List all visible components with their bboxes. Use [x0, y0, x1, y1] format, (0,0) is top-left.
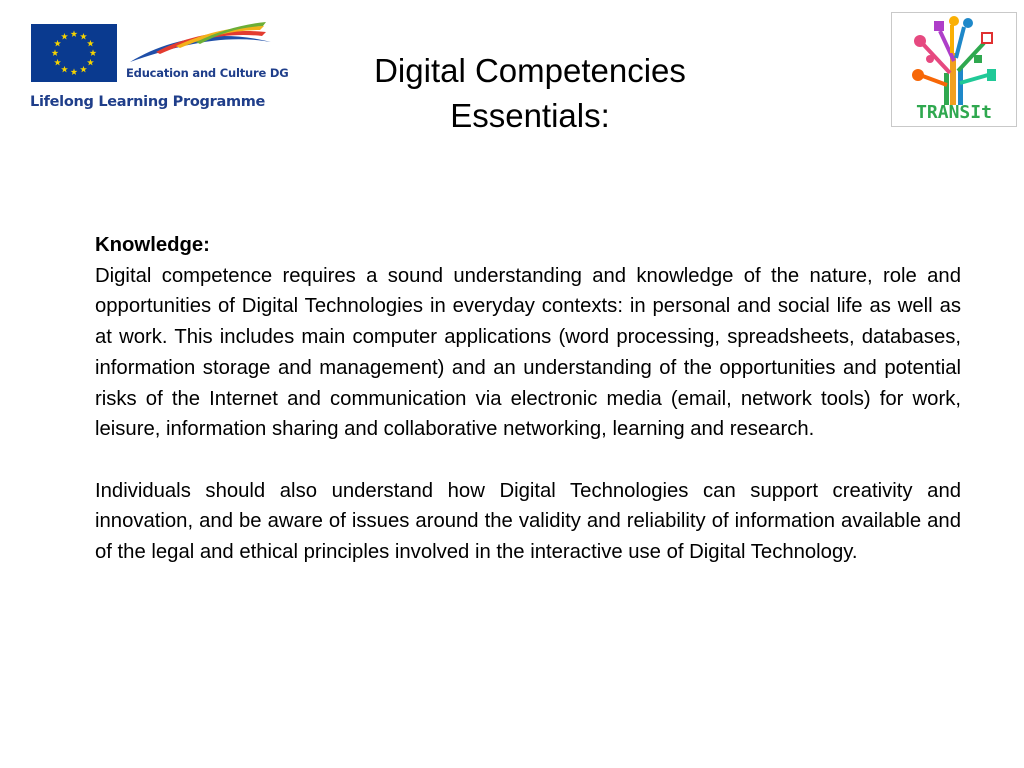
- eu-star-icon: [87, 40, 94, 47]
- eu-star-icon: [52, 49, 59, 56]
- eu-star-icon: [54, 40, 61, 47]
- eu-flag-icon: [31, 24, 117, 82]
- education-culture-swoosh-icon: [126, 22, 276, 66]
- eu-star-icon: [71, 68, 78, 75]
- page-title: [330, 48, 730, 138]
- eu-star-icon: [90, 49, 97, 56]
- eu-star-icon: [61, 66, 68, 73]
- transit-wordmark: TRANSIt: [916, 102, 992, 123]
- eu-star-icon: [80, 33, 87, 40]
- eu-star-icon: [80, 66, 87, 73]
- knowledge-paragraph-2: Individuals should also understand how Digital Technologies can support creativity and innovation, and be aware of issues around the validity and reliability of information available and of the legal and ethical principles involved in the interactive use of Digital Technology.: [95, 479, 961, 564]
- knowledge-paragraph-1: Digital competence requires a sound understanding and knowledge of the nature, role and opportunities of Digital Technologies in everyday contexts: in personal and social life as well as at work. This includes main computer applications (word processing, spreadsheets, databases, information storage and management) and an understanding of the opportunities and potential risks of the Internet and communication via electronic media (email, network tools) for work, leisure, information sharing and collaborative networking, learning and research.: [95, 264, 961, 441]
- paragraph-spacer: [95, 445, 961, 476]
- knowledge-heading: Knowledge:: [95, 234, 210, 256]
- eu-star-icon: [87, 59, 94, 66]
- eu-star-icon: [61, 33, 68, 40]
- transit-logo: [891, 12, 1017, 127]
- eu-stars-icon: [31, 24, 117, 82]
- eu-dg-label: Education and Culture DG: [126, 66, 289, 80]
- title-line-1: Digital Competencies: [374, 52, 686, 89]
- eu-programme-label: Lifelong Learning Programme: [30, 94, 266, 110]
- knowledge-section: [95, 230, 961, 568]
- transit-tree-icon: [892, 13, 1016, 105]
- title-line-2: Essentials:: [450, 97, 610, 134]
- eu-star-icon: [54, 59, 61, 66]
- eu-star-icon: [71, 30, 78, 37]
- eu-lifelong-learning-logo: [28, 22, 289, 118]
